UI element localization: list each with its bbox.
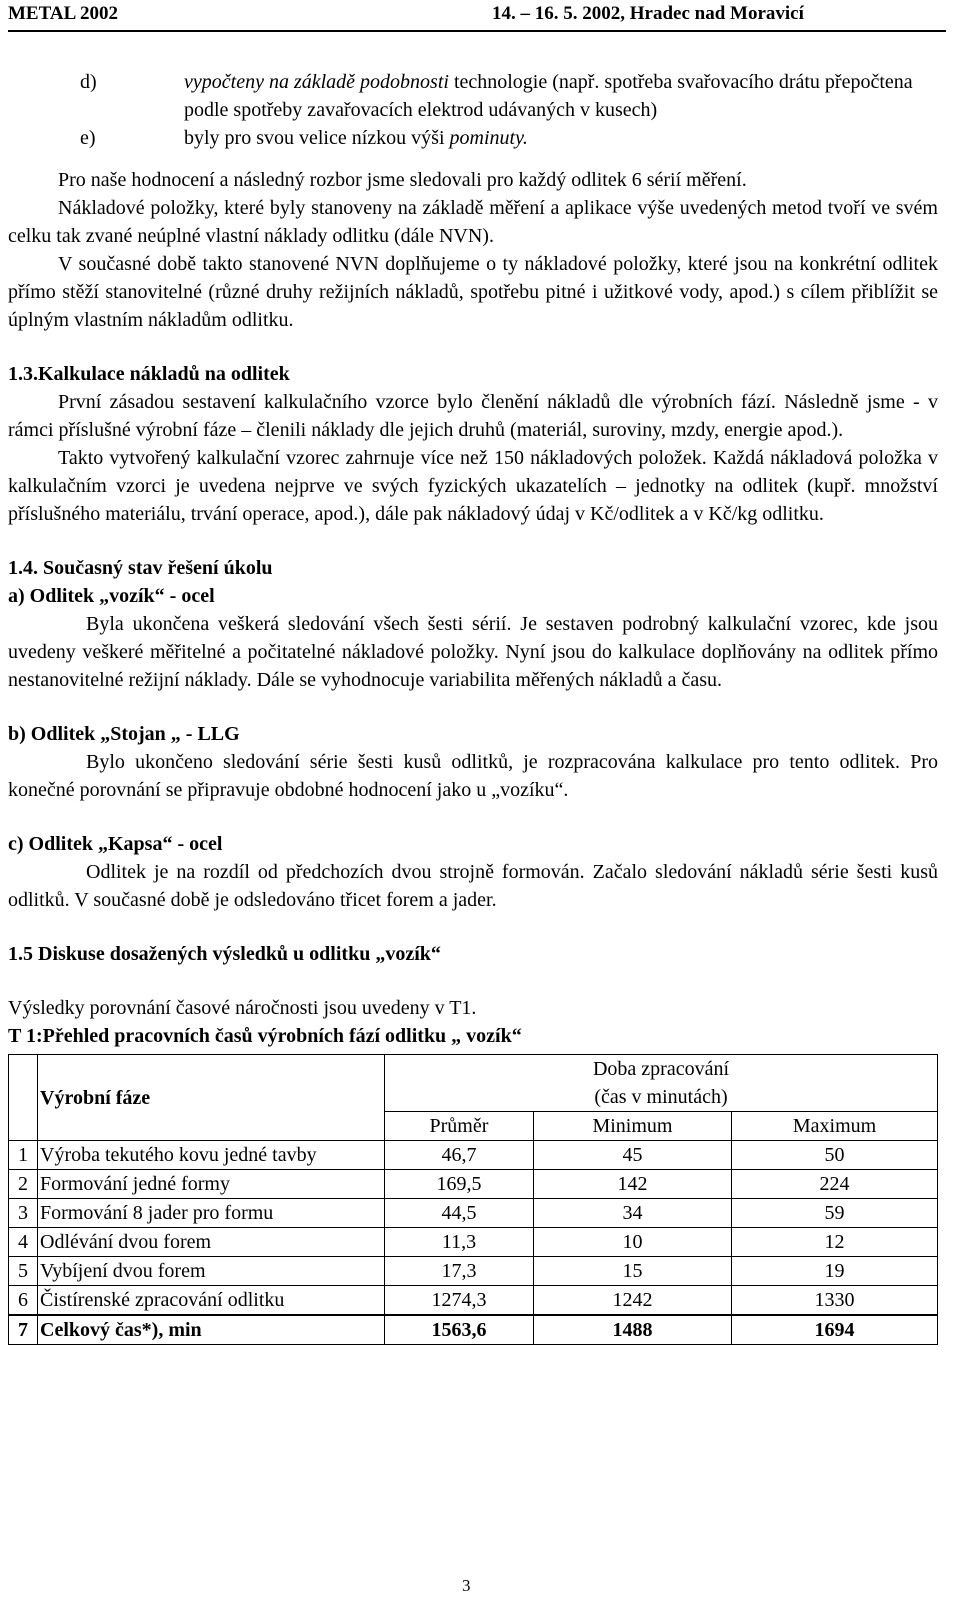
list-text: technologie (např. spotřeba svařovacího drátu přepočtena podle spotřeby zavařovacích elektrod udávaných v kusech) — [184, 71, 913, 121]
table-title: T 1:Přehled pracovních časů výrobních fází odlitku „ vozík“ — [8, 1025, 522, 1047]
section-1-3-paragraph-1: První zásadou sestavení kalkulačního vzorce bylo členění nákladů dle výrobních fází. Následně jsme - v rámci příslušné výrobní fáze – členili náklady dle jejich druhů (materiál, suroviny, mzdy, energie apod.). — [8, 391, 938, 441]
page-header — [8, 0, 946, 32]
table-row: 4 Odlévání dvou forem 11,3 10 12 — [9, 1228, 938, 1257]
table-row: 3 Formování 8 jader pro formu 44,5 34 59 — [9, 1199, 938, 1228]
table-header-num — [9, 1055, 38, 1141]
time-table — [8, 1054, 938, 1345]
list-mark: e) — [80, 127, 96, 149]
table-header-row — [9, 1055, 938, 1084]
list-item-d — [8, 68, 938, 124]
table-total-row: 7 Celkový čas*), min 1563,6 1488 1694 — [9, 1315, 938, 1345]
header-conference-date: 14. – 16. 5. 2002, Hradec nad Moravicí — [492, 3, 804, 24]
table-header-time-2: (čas v minutách) — [385, 1083, 938, 1112]
section-1-4-title: 1.4. Současný stav řešení úkolu — [8, 557, 273, 579]
section-1-5-intro: Výsledky porovnání časové náročnosti jsou uvedeny v T1. — [8, 997, 477, 1019]
list-text: byly pro svou velice nízkou výši — [184, 127, 450, 149]
page-content — [8, 68, 938, 1345]
table-header-max: Maximum — [732, 1112, 938, 1141]
subsection-a-title: a) Odlitek „vozík“ - ocel — [8, 585, 215, 607]
intro-paragraph-2: Nákladové položky, které byly stanoveny na základě měření a aplikace výše uvedených metod tvoří ve svém celku tak zvané neúplné vlastní náklady odlitku (dále NVN). — [8, 197, 938, 247]
section-1-5-title: 1.5 Diskuse dosažených výsledků u odlitku „vozík“ — [8, 943, 441, 965]
intro-paragraph-1: Pro naše hodnocení a následný rozbor jsme sledovali pro každý odlitek 6 sérií měření. — [58, 169, 747, 191]
list-emphasis: vypočteny na základě podobnosti — [184, 71, 449, 93]
subsection-c-title: c) Odlitek „Kapsa“ - ocel — [8, 833, 223, 855]
table-header-phase: Výrobní fáze — [38, 1055, 385, 1141]
table-row: 2 Formování jedné formy 169,5 142 224 — [9, 1170, 938, 1199]
list-emphasis: pominuty. — [449, 127, 528, 149]
table-row: 1 Výroba tekutého kovu jedné tavby 46,7 45 50 — [9, 1141, 938, 1170]
table-row: 6 Čistírenské zpracování odlitku 1274,3 1242 1330 — [9, 1286, 938, 1316]
table-row: 5 Vybíjení dvou forem 17,3 15 19 — [9, 1257, 938, 1286]
subsection-c-text: Odlitek je na rozdíl od předchozích dvou strojně formován. Začalo sledování nákladů série šesti kusů odlitků. V současné době je odsledováno třicet forem a jader. — [8, 861, 938, 911]
header-left: METAL 2002 — [8, 3, 118, 24]
section-1-3-title: 1.3.Kalkulace nákladů na odlitek — [8, 363, 290, 385]
intro-paragraph-3: V současné době takto stanovené NVN doplňujeme o ty nákladové položky, které jsou na konkrétní odlitek přímo stěží stanovitelné (různé druhy režijních nákladů, spotřebu pitné i užitkové vody, apod.) s cílem přiblížit se úplným vlastním nákladům odlitku. — [8, 253, 938, 331]
table-header-avg: Průměr — [385, 1112, 534, 1141]
subsection-a-text: Byla ukončena veškerá sledování všech šesti sérií. Je sestaven podrobný kalkulační vzorec, kde jsou uvedeny veškeré měřitelné a počitatelné nákladové položky. Nyní jsou do kalkulace doplňovány na odlitek přímo nestanovitelné režijní náklady. Dále se vyhodnocuje variabilita měřených nákladů a času. — [8, 613, 938, 691]
list-item-e — [8, 124, 938, 152]
table-header-time-1: Doba zpracování — [385, 1055, 938, 1084]
subsection-b-text: Bylo ukončeno sledování série šesti kusů odlitků, je rozpracována kalkulace pro tento odlitek. Pro konečné porovnání se připravuje obdobné hodnocení jako u „vozíku“. — [8, 751, 938, 801]
page-number: 3 — [462, 1576, 471, 1595]
list-mark: d) — [80, 71, 97, 93]
table-header-min: Minimum — [533, 1112, 731, 1141]
subsection-b-title: b) Odlitek „Stojan „ - LLG — [8, 723, 240, 745]
section-1-3-paragraph-2: Takto vytvořený kalkulační vzorec zahrnuje více než 150 nákladových položek. Každá nákladová položka v kalkulačním vzorci je uvedena nejprve ve svých fyzických ukazatelích – jednotky na odlitek (kupř. množství příslušného materiálu, trvání operace, apod.), dále pak nákladový údaj v Kč/odlitek a v Kč/kg odlitku. — [8, 447, 938, 525]
